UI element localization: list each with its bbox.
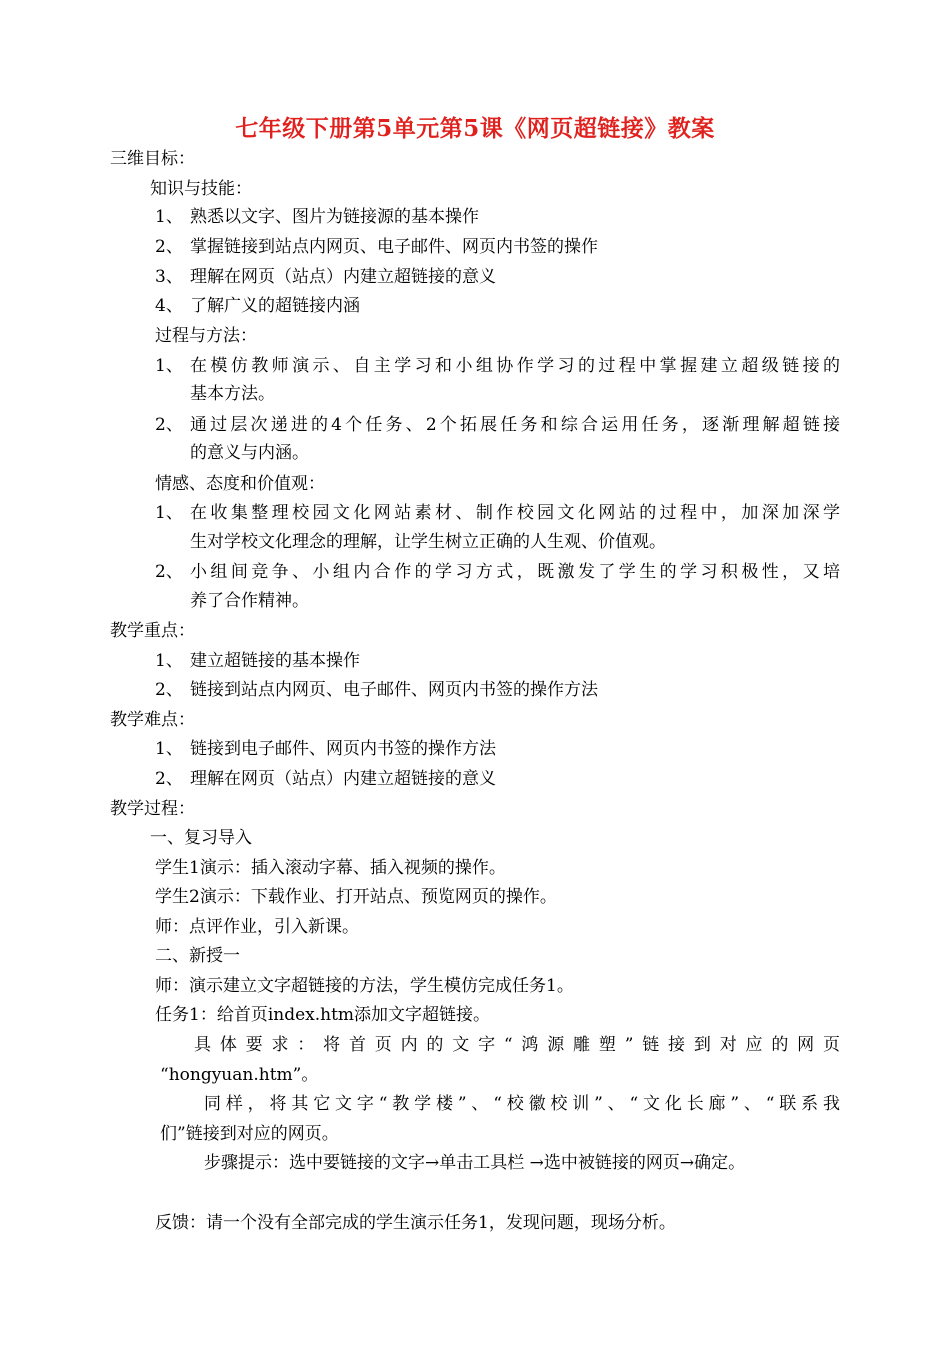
list-item-number: 1、 — [155, 651, 183, 671]
list-item-number: 1、 — [155, 739, 183, 759]
list-item-text: 了解广义的超链接内涵 — [190, 296, 360, 316]
objectives-heading: 三维目标： — [110, 149, 195, 169]
list-item-text: 建立超链接的基本操作 — [190, 651, 360, 671]
list-item — [0, 414, 950, 466]
list-item — [0, 502, 950, 554]
student1-demo: 学生1演示：插入滚动字幕、插入视频的操作。 — [155, 858, 506, 878]
task1-same-line1: 同样，将其它文字“教学楼”、“校徽校训”、“文化长廊”、“联系我 — [204, 1094, 840, 1114]
list-item-text: 熟悉以文字、图片为链接源的基本操作 — [190, 207, 479, 227]
list-item-number: 2、 — [155, 415, 183, 435]
task1-same-line2: 们”链接到对应的网页。 — [160, 1124, 339, 1144]
list-item-number: 3、 — [155, 267, 183, 287]
list-item-text-line2: 养了合作精神。 — [190, 591, 309, 611]
knowledge-heading: 知识与技能： — [150, 179, 252, 199]
list-item-number: 4、 — [155, 296, 183, 316]
student2-demo: 学生2演示：下载作业、打开站点、预览网页的操作。 — [155, 887, 557, 907]
list-item-number: 2、 — [155, 769, 183, 789]
feedback-text: 反馈：请一个没有全部完成的学生演示任务1，发现问题，现场分析。 — [155, 1213, 676, 1233]
process-method-heading: 过程与方法： — [155, 326, 257, 346]
list-item-text: 链接到站点内网页、电子邮件、网页内书签的操作方法 — [190, 680, 598, 700]
step-new-heading: 二、新授一 — [155, 946, 240, 966]
list-item-text-line1: 在模仿教师演示、自主学习和小组协作学习的过程中掌握建立超级链接的 — [190, 356, 840, 376]
teaching-process-heading: 教学过程： — [110, 799, 195, 819]
list-item-text: 掌握链接到站点内网页、电子邮件、网页内书签的操作 — [190, 237, 598, 257]
step-review-heading: 一、复习导入 — [150, 828, 252, 848]
list-item-number: 1、 — [155, 207, 183, 227]
list-item-text-line1: 小组间竞争、小组内合作的学习方式，既激发了学生的学习积极性，又培 — [190, 562, 840, 582]
list-item-number: 1、 — [155, 356, 183, 376]
emotion-heading: 情感、态度和价值观： — [155, 474, 325, 494]
list-item-text: 链接到电子邮件、网页内书签的操作方法 — [190, 739, 496, 759]
page-title: 七年级下册第5单元第5课《网页超链接》教案 — [235, 115, 715, 142]
key-points-heading: 教学重点： — [110, 621, 195, 641]
list-item-number: 2、 — [155, 562, 183, 582]
list-item-text-line1: 通过层次递进的4个任务、2个拓展任务和综合运用任务，逐渐理解超链接 — [190, 415, 840, 435]
task1-statement: 任务1：给首页index.htm添加文字超链接。 — [155, 1005, 491, 1025]
task1-requirement-line1: 具体要求：将首页内的文字“鸿源雕塑”链接到对应的网页 — [194, 1035, 840, 1055]
list-item-text-line2: 的意义与内涵。 — [190, 443, 309, 463]
list-item-text: 理解在网页（站点）内建立超链接的意义 — [190, 769, 496, 789]
list-item-number: 2、 — [155, 680, 183, 700]
list-item-text-line2: 基本方法。 — [190, 384, 275, 404]
list-item-number: 1、 — [155, 503, 183, 523]
teacher-demo: 师：演示建立文字超链接的方法，学生模仿完成任务1。 — [155, 976, 574, 996]
list-item-text-line2: 生对学校文化理念的理解，让学生树立正确的人生观、价值观。 — [190, 532, 666, 552]
list-item — [0, 561, 950, 613]
list-item-text-line1: 在收集整理校园文化网站素材、制作校园文化网站的过程中，加深加深学 — [190, 503, 840, 523]
difficulties-heading: 教学难点： — [110, 710, 195, 730]
list-item-text: 理解在网页（站点）内建立超链接的意义 — [190, 267, 496, 287]
task1-requirement-line2: “hongyuan.htm”。 — [160, 1065, 319, 1085]
task1-steps-hint: 步骤提示：选中要链接的文字→单击工具栏 →选中被链接的网页→确定。 — [204, 1153, 746, 1173]
list-item-number: 2、 — [155, 237, 183, 257]
teacher-comment: 师：点评作业，引入新课。 — [155, 917, 359, 937]
list-item — [0, 355, 950, 407]
